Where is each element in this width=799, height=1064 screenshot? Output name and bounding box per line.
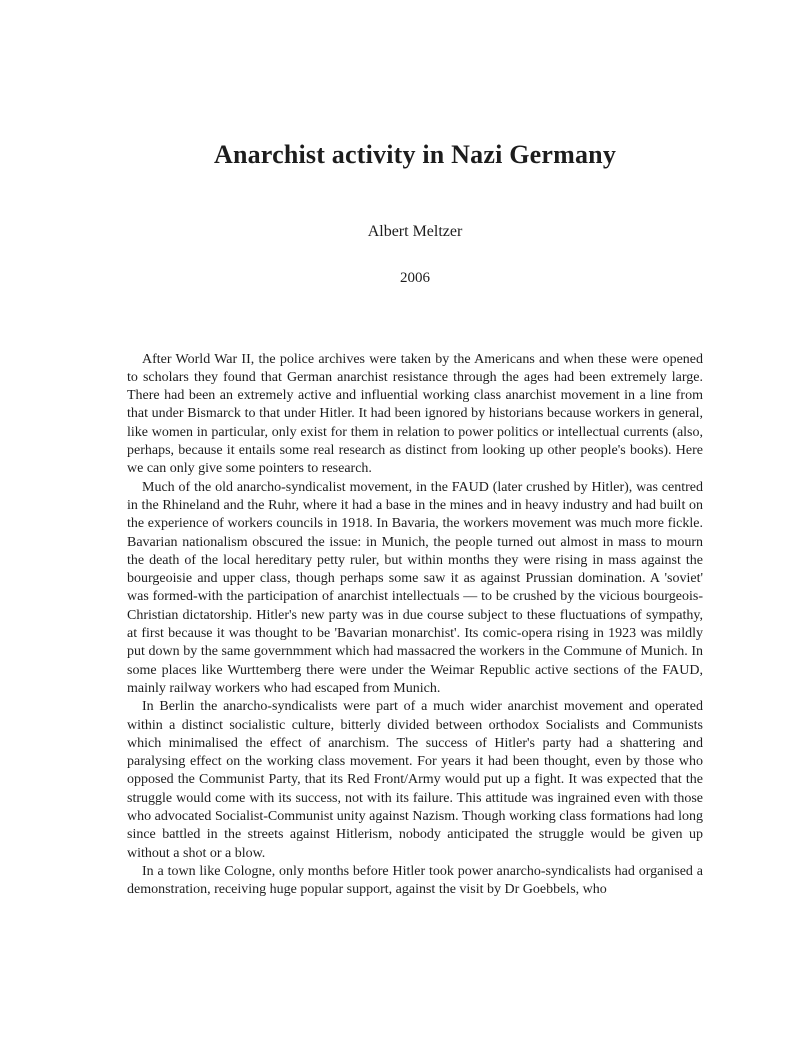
document-author: Albert Meltzer (367, 222, 463, 240)
document-title: Anarchist activity in Nazi Germany (213, 140, 617, 169)
paragraph-1: After World War II, the police archives were taken by the Americans and when these were opened to scholars they found that German anarchist resistance through the ages had been extremely large. There had been an extremely active and influential working class anarchist movement in a line from that under Bismarck to that under Hitler. It had been ignored by historians because workers in general, like women in particular, only exist for them in relation to power politics or intellectual currents (also, perhaps, because it entails some real research as distinct from looking up other people's books). Here we can only give some pointers to research. (127, 351, 703, 477)
paragraph-2: Much of the old anarcho-syndicalist movement, in the FAUD (later crushed by Hitler), was centred in the Rhineland and the Ruhr, where it had a base in the mines and in heavy industry and had built on the experience of workers councils in 1918. In Bavaria, the workers movement was much more fickle. Bavarian nationalism obscured the issue: in Munich, the people turned out almost in mass to mourn the death of the local hereditary petty ruler, but within months they were rising in mass against the bourgeoisie and upper class, though perhaps some saw it as against Prussian domination. A 'soviet' was formed-with the participation of anarchist intellectuals — to be crushed by the vicious bourgeois-Christian dictatorship. Hitler's new party was in due course subject to these fluctuations of sympathy, at first because it was thought to be 'Bavarian monarchist'. Its comic-opera rising in 1923 was mildly put down by the same governmment which had massacred the workers in the Commune of Munich. In some places like Wurttemberg there were under the Weimar Republic active sections of the FAUD, mainly railway workers who had escaped from Munich. (127, 479, 703, 696)
paragraph-4: In a town like Cologne, only months before Hitler took power anarcho-syndicalists had organised a demonstration, receiving huge popular support, against the visit by Dr Goebbels, who (127, 863, 703, 898)
paragraph-3: In Berlin the anarcho-syndicalists were part of a much wider anarchist movement and operated within a distinct socialistic culture, bitterly divided between orthodox Socialists and Communists which minimalised the effect of anarchism. The success of Hitler's party had a shattering and paralysing effect on the working class movement. For years it had been thought, even by those who opposed the Communist Party, that its Red Front/Army would put up a fight. It was expected that the struggle would come with its success, not with its failure. This attitude was ingrained even with those who advocated Socialist-Communist unity against Nazism. Though working class formations had long since battled in the streets against Hitlerism, nobody anticipated the struggle would be given up without a shot or a blow. (127, 699, 703, 861)
text-column (127, 141, 703, 900)
document-body (127, 351, 703, 900)
document-date: 2006 (400, 269, 430, 286)
